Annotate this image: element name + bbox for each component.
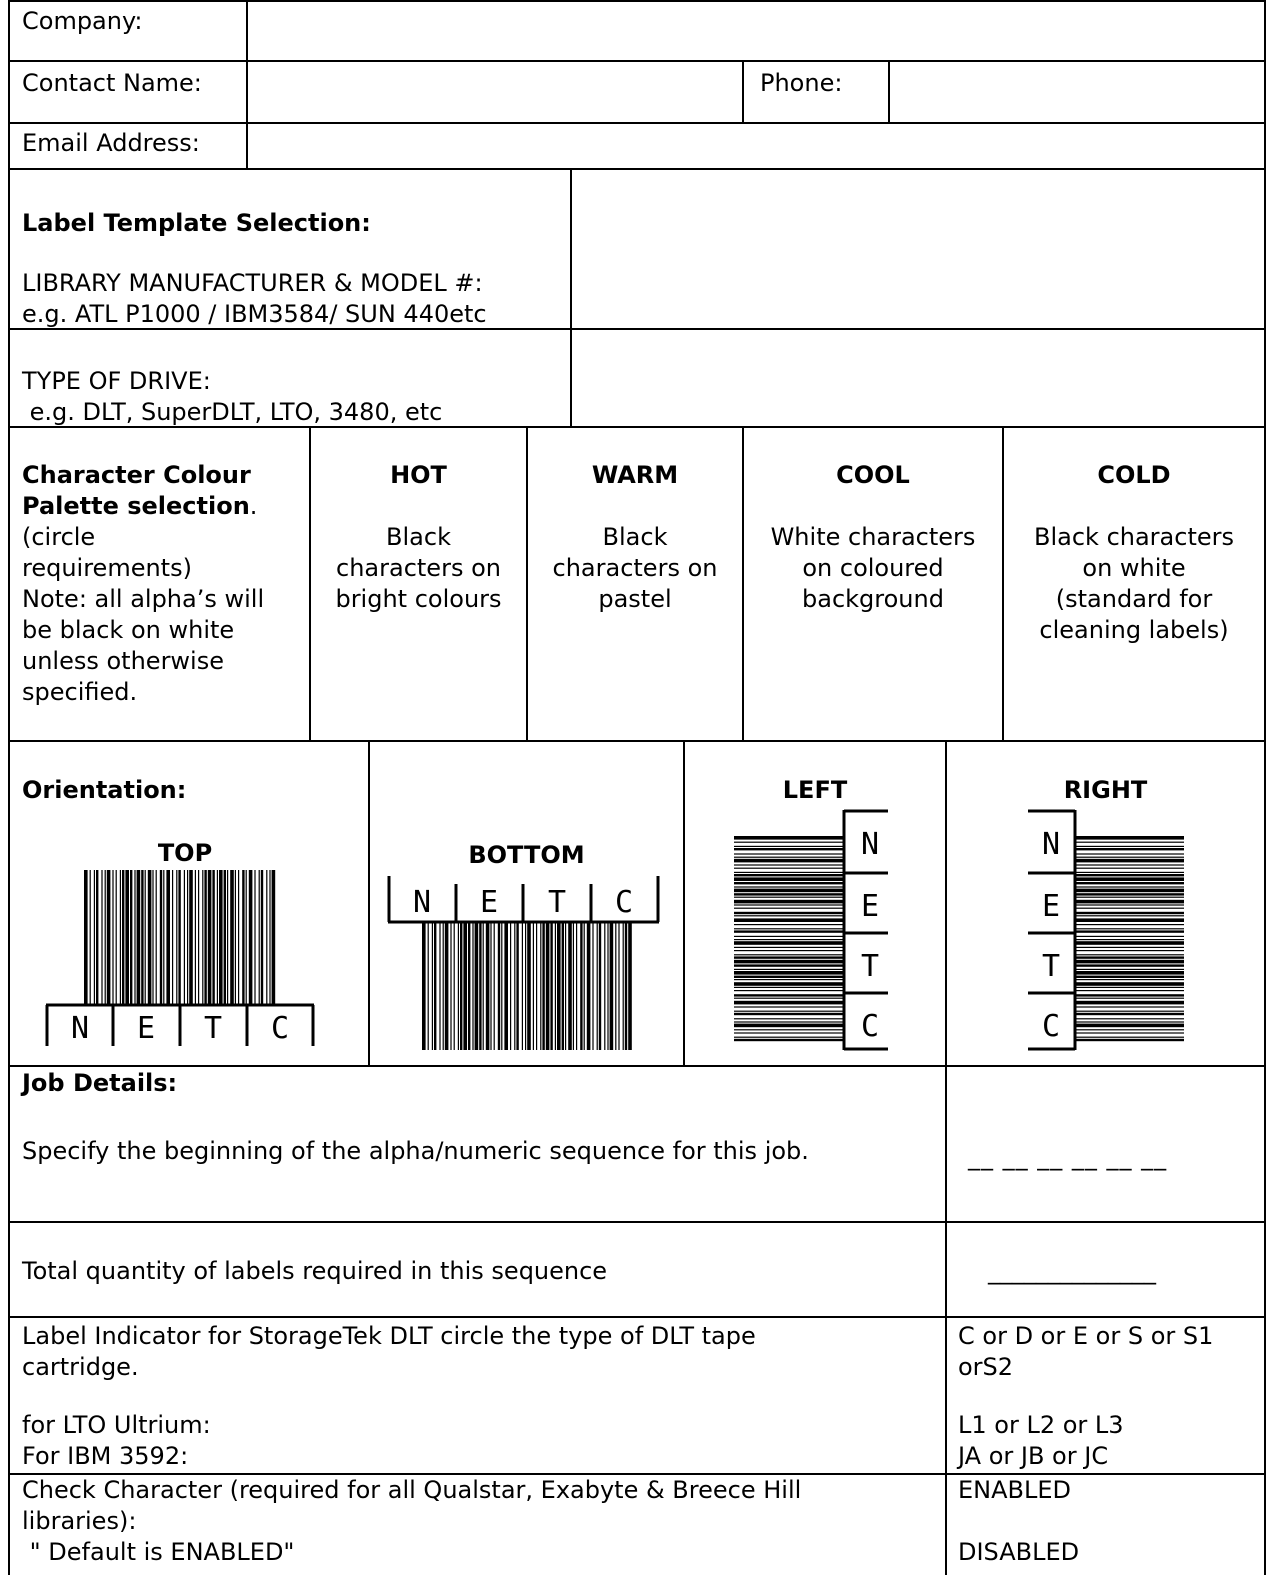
barcode-bar	[1075, 990, 1184, 991]
barcode-bar	[1075, 960, 1184, 964]
company-label: Company:	[22, 7, 143, 35]
barcode-bar	[208, 870, 212, 1005]
barcode-bar	[734, 969, 844, 970]
barcode-bar	[1075, 912, 1184, 914]
barcode-bar	[483, 922, 484, 1050]
barcode-bar	[445, 922, 449, 1050]
barcode-bar	[734, 897, 844, 898]
barcode-bar	[238, 870, 239, 1005]
barcode-bar	[176, 870, 177, 1005]
barcode-bar	[152, 870, 153, 1005]
barcode-bar	[734, 939, 844, 940]
palette-description: (circle requirements) Note: all alpha’s will be black on white unless otherwise specified.	[22, 523, 265, 706]
barcode-bar	[479, 922, 481, 1050]
barcode-bar	[615, 922, 616, 1050]
barcode-bar	[734, 877, 844, 881]
barcode-bar	[734, 1011, 844, 1012]
barcode-bar	[1075, 918, 1184, 922]
column-divider	[368, 740, 370, 1065]
palette-option-cool-title[interactable]: COOL	[836, 461, 910, 489]
barcode-bar	[112, 870, 113, 1005]
barcode-bar	[494, 922, 495, 1050]
barcode-bar	[734, 836, 844, 840]
email-label: Email Address:	[22, 129, 200, 157]
orientation-top-barcode-image[interactable]	[40, 868, 320, 1053]
check-disabled-option[interactable]: DISABLED	[958, 1538, 1080, 1566]
barcode-bar	[160, 870, 162, 1005]
barcode-letter: E	[479, 885, 499, 920]
library-model-field[interactable]	[574, 170, 1262, 326]
orientation-heading: Orientation:	[22, 776, 187, 804]
barcode-bar	[475, 922, 479, 1050]
barcode-bar	[587, 922, 591, 1050]
barcode-bar	[468, 922, 470, 1050]
job-details-heading: Job Details:	[22, 1069, 178, 1097]
barcode-bar	[527, 922, 531, 1050]
barcode-bar	[584, 922, 585, 1050]
barcode-bar	[516, 922, 518, 1050]
barcode-bar	[734, 954, 844, 955]
barcode-letter: C	[614, 885, 634, 920]
barcode-bar	[522, 922, 523, 1050]
library-label: LIBRARY MANUFACTURER & MODEL #:	[22, 269, 483, 297]
barcode-bar	[734, 872, 844, 873]
barcode-bar	[1075, 979, 1184, 980]
barcode-bar	[272, 870, 276, 1005]
barcode-bar	[1075, 998, 1184, 999]
barcode-bar	[1075, 947, 1184, 948]
library-example: e.g. ATL P1000 / IBM3584/ SUN 440etc	[22, 300, 487, 328]
barcode-bar	[1075, 877, 1184, 881]
barcode-bar	[1075, 964, 1184, 966]
barcode-letter: N	[860, 827, 880, 862]
barcode-bar	[604, 922, 605, 1050]
barcode-bar	[202, 870, 203, 1005]
palette-option-warm-title[interactable]: WARM	[591, 461, 679, 489]
barcode-bar	[1075, 936, 1184, 937]
barcode-letter: T	[860, 949, 880, 984]
barcode-bar	[94, 870, 95, 1005]
row-divider	[8, 1221, 1266, 1223]
barcode-bar	[1075, 941, 1184, 945]
barcode-bar	[1075, 886, 1184, 887]
barcode-bar	[486, 922, 490, 1050]
barcode-bar	[610, 922, 614, 1050]
quantity-instruction: Total quantity of labels required in this sequence	[22, 1257, 608, 1285]
barcode-bar	[1075, 1018, 1184, 1019]
barcode-bar	[204, 870, 206, 1005]
barcode-bar	[734, 976, 844, 978]
barcode-bar	[504, 922, 508, 1050]
barcode-bar	[105, 870, 106, 1005]
barcode-bar	[454, 922, 455, 1050]
barcode-bar	[1075, 976, 1184, 978]
barcode-bar	[148, 870, 152, 1005]
column-divider	[570, 168, 572, 426]
barcode-bar	[107, 870, 111, 1005]
barcode-bar	[249, 870, 253, 1005]
barcode-bar	[443, 922, 444, 1050]
barcode-bar	[734, 889, 844, 893]
barcode-bar	[618, 922, 619, 1050]
barcode-letter: E	[860, 889, 880, 924]
check-character-default: " Default is ENABLED"	[22, 1538, 295, 1566]
barcode-bar	[1075, 971, 1184, 975]
barcode-bar	[510, 922, 511, 1050]
drive-label: TYPE OF DRIVE:	[22, 367, 211, 395]
barcode-bar	[734, 868, 844, 869]
barcode-bar	[734, 987, 844, 988]
barcode-bar	[525, 922, 526, 1050]
barcode-bar	[734, 971, 844, 975]
barcode-bar	[178, 870, 180, 1005]
barcode-bar	[1075, 939, 1184, 940]
barcode-bar	[514, 922, 515, 1050]
barcode-bar	[163, 870, 164, 1005]
barcode-bar	[1075, 1029, 1184, 1030]
barcode-letter: C	[1041, 1009, 1061, 1044]
barcode-bar	[156, 870, 157, 1005]
barcode-bar	[145, 870, 146, 1005]
palette-option-cool-description[interactable]: White characters on coloured background	[770, 523, 976, 613]
barcode-bar	[187, 870, 188, 1005]
barcode-bar	[1075, 842, 1184, 843]
barcode-bar	[1075, 857, 1184, 858]
column-divider	[945, 740, 947, 1575]
barcode-bar	[1075, 908, 1184, 909]
barcode-bar	[1075, 1021, 1184, 1022]
sequence-instruction: Specify the beginning of the alpha/numeric sequence for this job.	[22, 1137, 809, 1165]
barcode-bar	[1075, 954, 1184, 955]
barcode-bar	[734, 998, 844, 999]
barcode-bar	[734, 1001, 844, 1005]
barcode-bar	[254, 870, 255, 1005]
barcode-bar	[212, 870, 214, 1005]
barcode-bar	[734, 904, 844, 905]
email-field[interactable]	[250, 124, 1262, 168]
barcode-bar	[230, 870, 234, 1005]
barcode-bar	[259, 870, 260, 1005]
barcode-bar	[576, 922, 577, 1050]
barcode-bar	[1075, 1039, 1184, 1041]
barcode-bar	[734, 1006, 844, 1007]
barcode-bar	[734, 930, 844, 932]
barcode-letter: N	[70, 1011, 90, 1046]
orientation-right-barcode-image[interactable]	[1020, 806, 1190, 1056]
barcode-bar	[734, 941, 844, 945]
barcode-bar	[1075, 915, 1184, 916]
barcode-bar	[261, 870, 263, 1005]
barcode-bar	[734, 874, 844, 876]
barcode-bar	[235, 870, 236, 1005]
barcode-bar	[1075, 930, 1184, 932]
phone-label: Phone:	[760, 69, 843, 97]
barcode-bar	[734, 1021, 844, 1022]
barcode-bar	[266, 870, 267, 1005]
barcode-bar	[734, 1018, 844, 1019]
barcode-letter: T	[1041, 949, 1061, 984]
barcode-bar	[734, 950, 844, 951]
barcode-bar	[734, 842, 844, 843]
barcode-bar	[219, 870, 223, 1005]
column-divider	[246, 0, 248, 168]
indicator-dlt-options[interactable]: C or D or E or S or S1 orS2	[958, 1322, 1214, 1381]
barcode-bar	[116, 870, 117, 1005]
barcode-letter: N	[1041, 827, 1061, 862]
barcode-bar	[1075, 889, 1184, 893]
barcode-bar	[734, 848, 844, 850]
phone-field[interactable]	[892, 62, 1262, 120]
barcode-bar	[1075, 864, 1184, 865]
barcode-bar	[557, 922, 561, 1050]
form-border-right	[1264, 0, 1266, 1575]
barcode-bar	[130, 870, 132, 1005]
barcode-bar	[734, 864, 844, 865]
barcode-bar	[1075, 924, 1184, 925]
barcode-bar	[1075, 987, 1184, 988]
barcode-bar	[141, 870, 143, 1005]
barcode-bar	[1075, 868, 1184, 869]
barcode-bar	[734, 1024, 844, 1028]
barcode-bar	[734, 846, 844, 847]
palette-option-cold-title[interactable]: COLD	[1097, 461, 1171, 489]
barcode-bar	[573, 922, 574, 1050]
barcode-bar	[1075, 1006, 1184, 1007]
barcode-bar	[166, 870, 170, 1005]
barcode-bar	[734, 893, 844, 895]
barcode-bar	[734, 928, 844, 929]
barcode-bar	[122, 870, 124, 1005]
barcode-letter: E	[136, 1011, 156, 1046]
contact-name-label: Contact Name:	[22, 69, 202, 97]
barcode-bar	[1075, 846, 1184, 847]
barcode-bar	[1075, 1037, 1184, 1038]
drive-example: e.g. DLT, SuperDLT, LTO, 3480, etc	[22, 398, 443, 426]
palette-option-hot-description[interactable]: Black characters on bright colours	[335, 523, 502, 613]
row-divider	[8, 740, 1266, 742]
barcode-bar	[1075, 874, 1184, 876]
label-template-heading: Label Template Selection:	[22, 209, 371, 237]
barcode-bar	[597, 922, 598, 1050]
row-divider	[8, 1065, 1266, 1067]
barcode-bar	[1075, 872, 1184, 873]
barcode-bar	[1075, 1013, 1184, 1015]
barcode-bar	[269, 870, 270, 1005]
barcode-bar	[607, 922, 608, 1050]
barcode-bar	[599, 922, 601, 1050]
barcode-bar	[224, 870, 226, 1005]
barcode-bar	[1075, 1032, 1184, 1033]
barcode-bar	[1075, 897, 1184, 898]
palette-option-warm-description[interactable]: Black characters on pastel	[552, 523, 718, 613]
barcode-bar	[460, 922, 462, 1050]
barcode-bar	[172, 870, 173, 1005]
barcode-bar	[463, 922, 467, 1050]
barcode-bar	[189, 870, 193, 1005]
barcode-bar	[1075, 994, 1184, 996]
barcode-bar	[184, 870, 185, 1005]
check-enabled-option[interactable]: ENABLED	[958, 1476, 1072, 1504]
barcode-bar	[734, 982, 844, 986]
barcode-bar	[134, 870, 135, 1005]
palette-option-cold-description[interactable]: Black characters on white (standard for cleaning labels)	[1034, 523, 1234, 644]
column-divider	[888, 60, 890, 122]
barcode-letter: T	[547, 885, 567, 920]
barcode-bar	[84, 870, 88, 1005]
barcode-bar	[439, 922, 440, 1050]
barcode-bar	[734, 900, 844, 904]
barcode-letter: C	[270, 1011, 290, 1046]
orientation-bottom-label[interactable]: BOTTOM	[468, 841, 585, 869]
barcode-bar	[1075, 882, 1184, 884]
barcode-bar	[734, 1029, 844, 1030]
barcode-bar	[195, 870, 196, 1005]
barcode-bar	[734, 886, 844, 887]
barcode-bar	[734, 908, 844, 909]
check-character-instruction: Check Character (required for all Qualstar, Exabyte & Breece Hill libraries):	[22, 1476, 802, 1535]
barcode-bar	[540, 922, 541, 1050]
barcode-bar	[1075, 859, 1184, 863]
barcode-bar	[628, 922, 632, 1050]
barcode-bar	[227, 870, 228, 1005]
barcode-bar	[623, 922, 624, 1050]
barcode-bar	[246, 870, 247, 1005]
barcode-bar	[1075, 853, 1184, 854]
barcode-bar	[734, 924, 844, 925]
barcode-bar	[490, 922, 491, 1050]
barcode-bar	[422, 922, 426, 1050]
barcode-bar	[734, 1013, 844, 1015]
row-divider	[8, 1316, 1266, 1318]
barcode-letter: N	[412, 885, 432, 920]
barcode-bar	[734, 853, 844, 854]
barcode-bar	[1075, 982, 1184, 986]
barcode-letter: E	[1041, 889, 1061, 924]
barcode-bar	[542, 922, 544, 1050]
barcode-bar	[1075, 928, 1184, 929]
barcode-bar	[734, 947, 844, 948]
barcode-bar	[1075, 1001, 1184, 1005]
barcode-bar	[242, 870, 244, 1005]
orientation-top-label[interactable]: TOP	[157, 839, 213, 867]
barcode-bar	[434, 922, 436, 1050]
barcode-bar	[550, 922, 552, 1050]
barcode-bar	[592, 922, 593, 1050]
barcode-bar	[734, 859, 844, 863]
barcode-bar	[625, 922, 627, 1050]
barcode-bar	[1075, 1011, 1184, 1012]
barcode-bar	[734, 990, 844, 991]
barcode-bar	[458, 922, 459, 1050]
barcode-bar	[137, 870, 141, 1005]
barcode-bar	[565, 922, 566, 1050]
palette-heading: Character Colour Palette selection.	[22, 461, 258, 520]
contact-name-field[interactable]	[250, 62, 740, 120]
barcode-bar	[580, 922, 582, 1050]
company-field[interactable]	[250, 2, 1262, 60]
barcode-bar	[432, 922, 433, 1050]
barcode-bar	[125, 870, 129, 1005]
palette-option-hot-title[interactable]: HOT	[390, 461, 447, 489]
barcode-bar	[96, 870, 98, 1005]
barcode-bar	[734, 994, 844, 996]
barcode-bar	[734, 1032, 844, 1033]
orientation-left-barcode-image[interactable]	[730, 806, 900, 1056]
barcode-bar	[734, 956, 844, 958]
barcode-bar	[734, 915, 844, 916]
barcode-bar	[1075, 900, 1184, 904]
barcode-bar	[734, 918, 844, 922]
barcode-bar	[734, 1039, 844, 1041]
lto-options[interactable]: L1 or L2 or L3	[958, 1411, 1124, 1439]
barcode-bar	[734, 857, 844, 858]
barcode-letter: T	[203, 1011, 223, 1046]
barcode-bar	[1075, 969, 1184, 970]
barcode-letter: C	[860, 1009, 880, 1044]
barcode-bar	[501, 922, 502, 1050]
barcode-bar	[734, 936, 844, 937]
barcode-bar	[734, 882, 844, 884]
barcode-bar	[472, 922, 473, 1050]
barcode-bar	[734, 912, 844, 914]
barcode-bar	[536, 922, 537, 1050]
barcode-bar	[1075, 893, 1184, 895]
barcode-bar	[555, 922, 556, 1050]
barcode-bar	[1075, 1024, 1184, 1028]
barcode-bar	[734, 964, 844, 966]
orientation-left-label[interactable]: LEFT	[782, 776, 848, 804]
barcode-bar	[90, 870, 91, 1005]
barcode-bar	[734, 979, 844, 980]
orientation-bottom-barcode-image[interactable]	[386, 872, 666, 1052]
barcode-bar	[217, 870, 218, 1005]
barcode-bar	[450, 922, 451, 1050]
indicator-instruction: Label Indicator for StorageTek DLT circle the type of DLT tape cartridge.	[22, 1322, 756, 1381]
drive-type-field[interactable]	[574, 330, 1262, 424]
sequence-start-field[interactable]: __ __ __ __ __ __	[968, 1143, 1168, 1171]
lto-instruction: for LTO Ultrium:	[22, 1411, 211, 1439]
barcode-bar	[101, 870, 102, 1005]
barcode-bar	[568, 922, 572, 1050]
barcode-bar	[1075, 836, 1184, 840]
barcode-bar	[734, 1037, 844, 1038]
barcode-bar	[546, 922, 550, 1050]
barcode-bar	[498, 922, 500, 1050]
form-border-left	[8, 0, 10, 1575]
ibm-options[interactable]: JA or JB or JC	[958, 1442, 1109, 1470]
barcode-bar	[1075, 956, 1184, 958]
quantity-field[interactable]: ______________	[988, 1257, 1156, 1285]
column-divider	[742, 60, 744, 122]
barcode-bar	[428, 922, 429, 1050]
barcode-bar	[1075, 848, 1184, 850]
barcode-bar	[562, 922, 564, 1050]
barcode-bar	[1075, 904, 1184, 905]
orientation-right-label[interactable]: RIGHT	[1063, 776, 1148, 804]
barcode-bar	[533, 922, 534, 1050]
ibm-instruction: For IBM 3592:	[22, 1442, 189, 1470]
barcode-bar	[734, 960, 844, 964]
barcode-bar	[1075, 950, 1184, 951]
barcode-bar	[120, 870, 121, 1005]
barcode-bar	[198, 870, 199, 1005]
